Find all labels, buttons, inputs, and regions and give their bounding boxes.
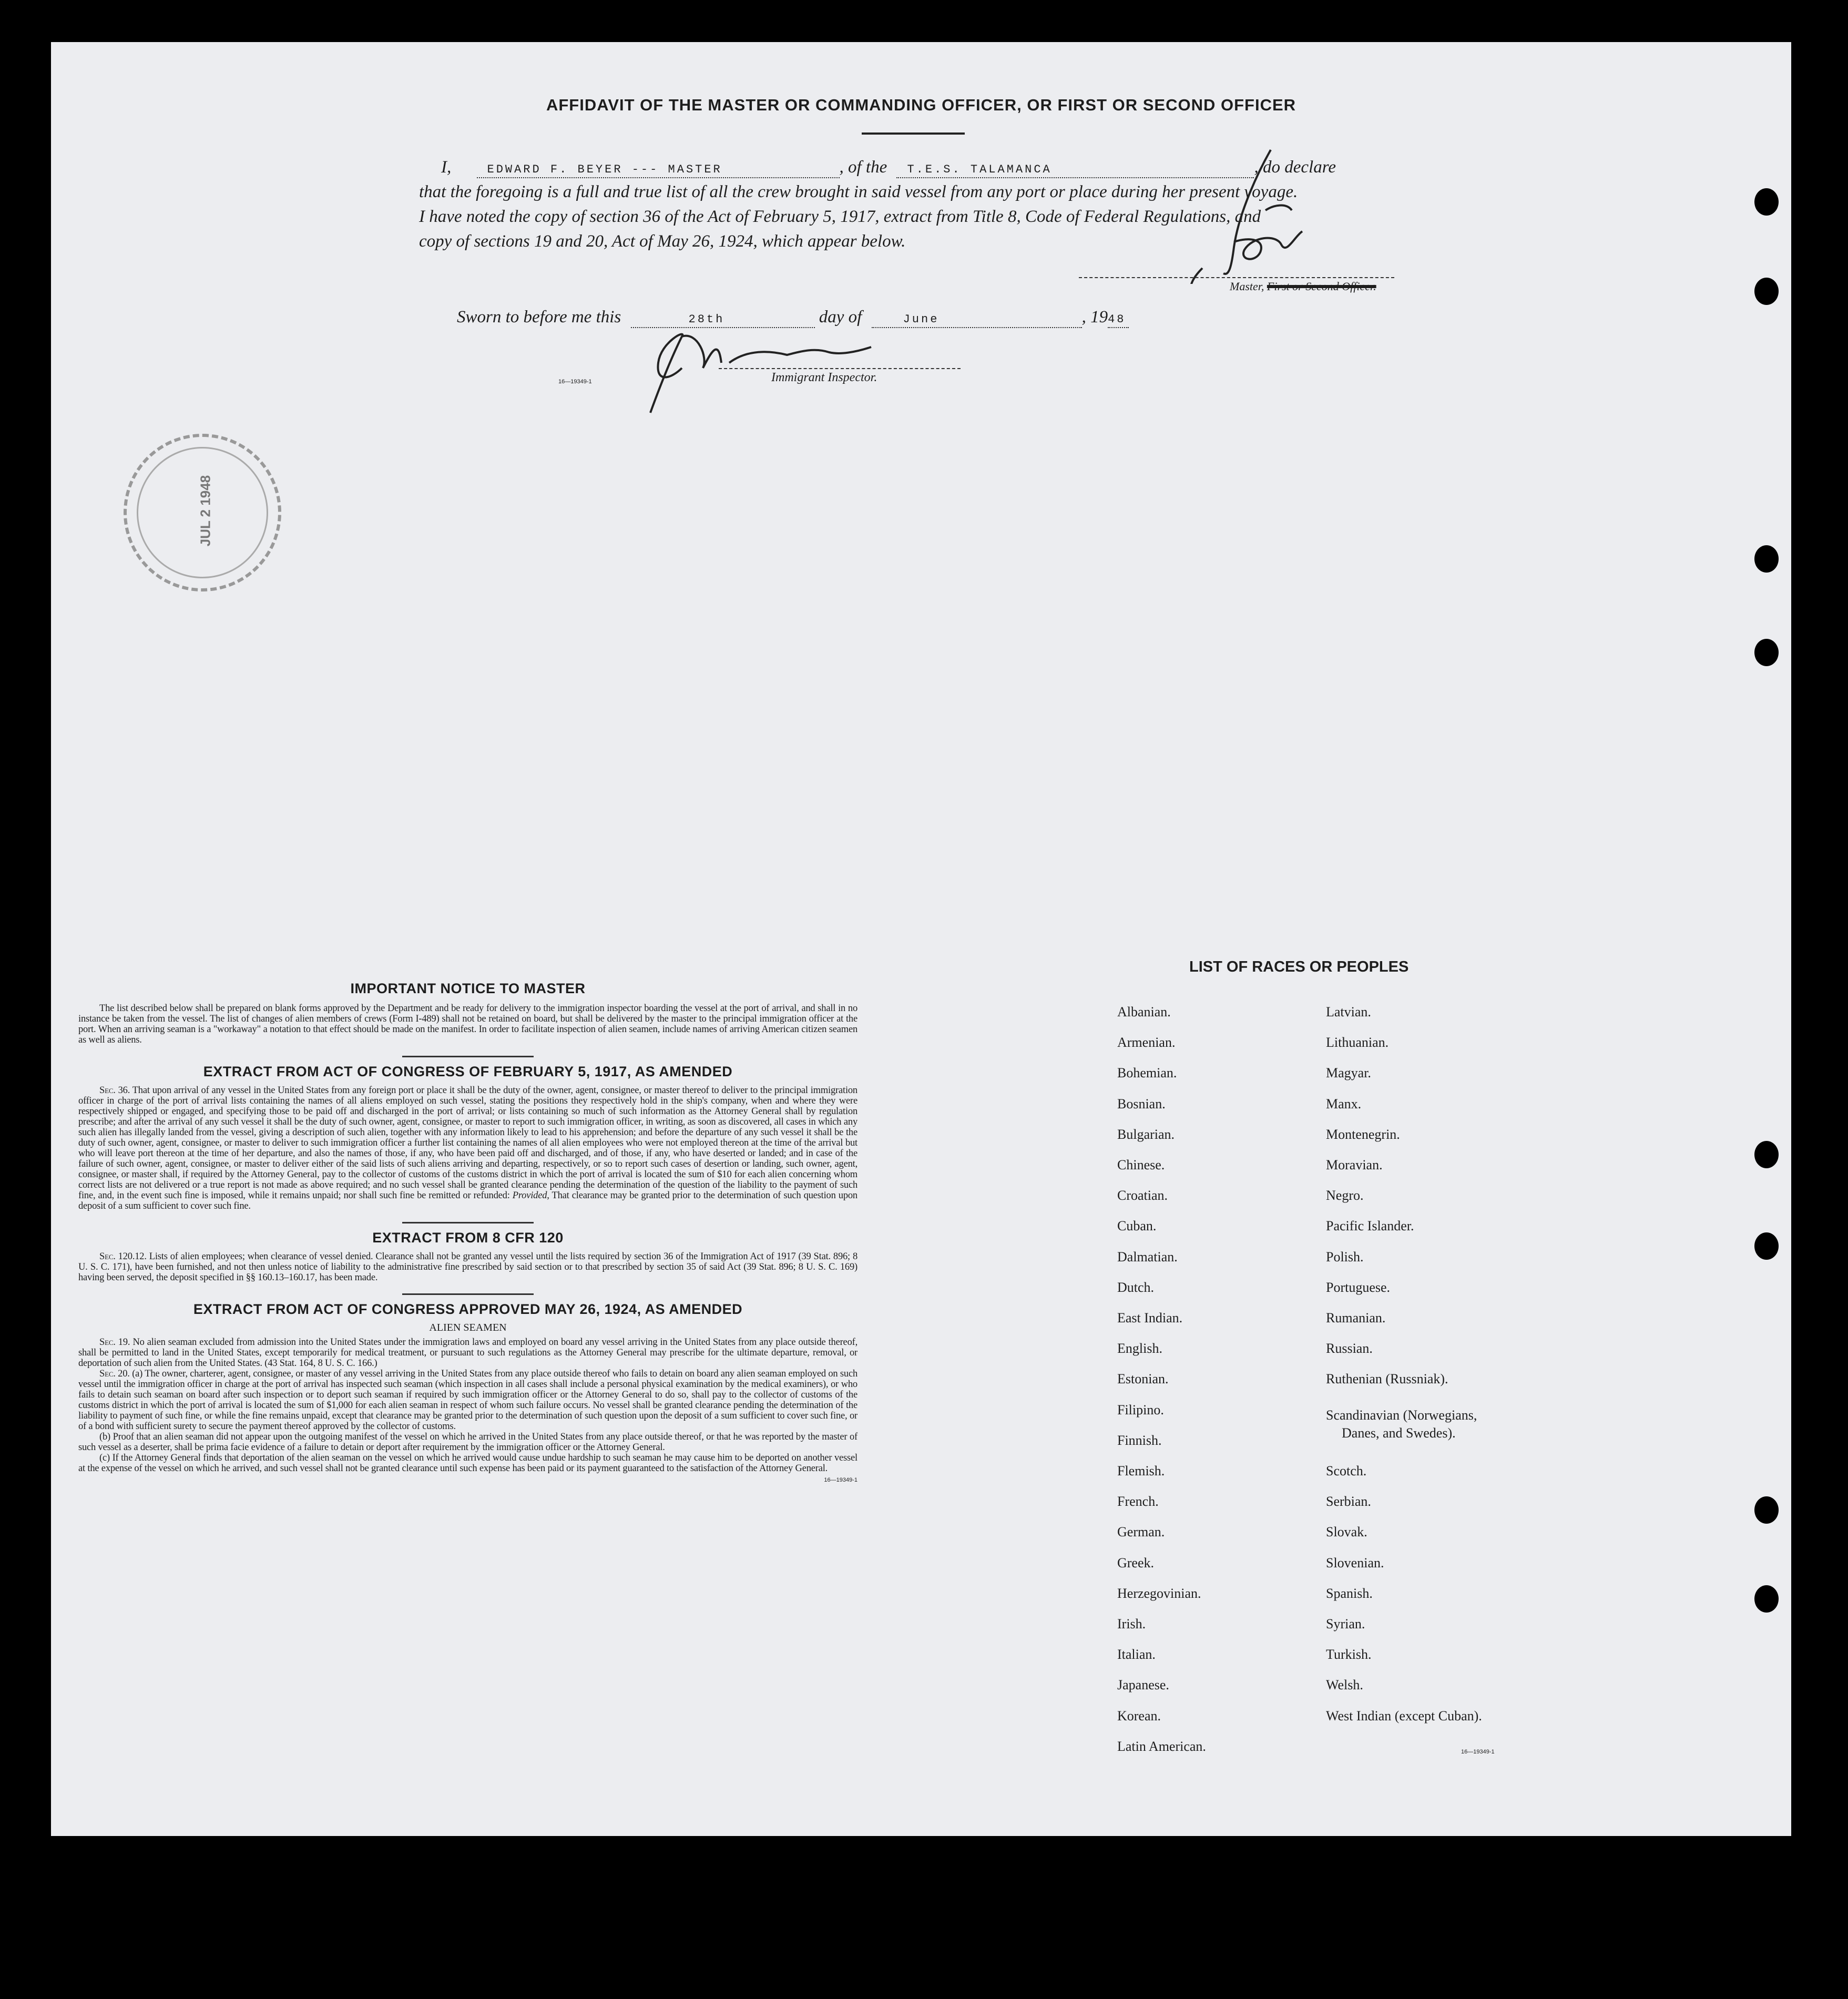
notices-form-code: 16—19349-1 — [824, 1477, 857, 1483]
sec-120-text: Lists of alien employees; when clearance of vessel denied. Clearance shall not be granted any vessel until the lists required by section 36 of the Immigration Act of 1917 (39 Stat. 896; 8 U. S. C. 171), have been furnished, and not then unless notice of liability to the administrative fine prescribed by said section or to that prescribed by section 35 of said Act (39 Stat. 896; 8 U. S. C. 169) having been served, the deposit specified in §§ 160.13–160.17, has been made. — [78, 1251, 857, 1283]
affidavit-title: AFFIDAVIT OF THE MASTER OR COMMANDING OFFICER, OR FIRST OR SECOND OFFICER — [546, 96, 1296, 114]
affidavit-line-2: that the foregoing is a full and true list of all the crew brought in said vessel from any port or place during her present voyage. — [419, 182, 1298, 201]
sec-36-label: Sec. 36. — [99, 1085, 130, 1096]
race-item: Lithuanian. — [1326, 1035, 1389, 1051]
sec-19-label: Sec. 19. — [99, 1337, 130, 1348]
provided-word: Provided, — [512, 1190, 549, 1201]
race-item: Dalmatian. — [1117, 1249, 1178, 1264]
received-date-stamp — [124, 434, 281, 591]
race-item: Chinese. — [1117, 1157, 1165, 1172]
race-item: West Indian (except Cuban). — [1326, 1708, 1482, 1723]
races-title: LIST OF RACES OR PEOPLES — [1189, 958, 1409, 975]
title-rule — [862, 132, 965, 135]
sec-20c-body: (c) If the Attorney General finds that deportation of the alien seaman on the vessel on which he arrived would cause undue hardship to such seaman he may cause him to be deported on another vessel at the expense of the vessel on which he arrived, and such vessel shall not be granted clearance until such expense has been paid or its payment guaranteed to the satisfaction of the Attorney General. — [78, 1453, 857, 1474]
punch-hole — [1754, 545, 1779, 573]
sec-120-label: Sec. 120.12. — [99, 1251, 147, 1262]
master-name: EDWARD F. BEYER --- MASTER — [487, 163, 722, 176]
race-item: English. — [1117, 1341, 1162, 1357]
extract-1917-body — [78, 1085, 857, 1211]
sec-20a-text: (a) The owner, charterer, agent, consignee, or master of any vessel arriving in the United States from any place outside thereof who fails to detain on board any alien seaman employed on such vessel until the immigration officer in charge at the port of arrival has inspected such seaman (which inspection in all cases shall include a personal physical examination by the medical examiners), or who fails to detain such seaman on board after such inspection or to deport such seaman if required by such immigration officer or the Attorney General to do so, shall pay to the collector of customs of the customs district in which the port of arrival is located the sum of $1,000 for each alien seaman in respect of whom such failure occurs. No vessel shall be granted clearance pending the determination of the liability to payment of such fine, or while the fine remains unpaid, except that clearance may be granted prior to the determination of such question upon the deposit of a sum sufficient to cover such fine, or of a bond with sufficient surety to secure the payment thereof approved by the collector of customs. — [78, 1369, 858, 1432]
inspector-caption: Immigrant Inspector. — [771, 371, 877, 384]
punch-hole — [1754, 639, 1779, 666]
race-item: Latvian. — [1326, 1004, 1371, 1019]
master-signature — [1181, 147, 1318, 284]
notices-column — [78, 981, 857, 1483]
master-name-field — [477, 158, 840, 178]
race-item: East Indian. — [1117, 1310, 1183, 1325]
race-item: Scandinavian (Norwegians, — [1326, 1407, 1477, 1423]
race-item: Polish. — [1326, 1249, 1364, 1264]
year-field — [1108, 308, 1129, 328]
race-item: Bulgarian. — [1117, 1126, 1175, 1142]
of-the-label: , of the — [839, 158, 887, 177]
section-rule — [402, 1222, 534, 1223]
sec-20a-body — [78, 1369, 857, 1432]
race-item: Bohemian. — [1117, 1065, 1177, 1081]
race-item: Croatian. — [1117, 1188, 1168, 1204]
sworn-label: Sworn to before me this — [457, 308, 621, 327]
do-declare-label: , do declare — [1254, 158, 1336, 177]
section-rule — [402, 1056, 534, 1057]
i-label: I, — [441, 158, 452, 177]
extract-1924-title: EXTRACT FROM ACT OF CONGRESS APPROVED MAY 26, 1924, AS AMENDED — [193, 1301, 743, 1317]
race-item: Italian. — [1117, 1647, 1156, 1663]
race-item: Slovenian. — [1326, 1555, 1384, 1570]
race-item: Irish. — [1117, 1616, 1146, 1631]
race-item: Herzegovinian. — [1117, 1585, 1201, 1601]
affidavit-line-3: I have noted the copy of section 36 of the Act of February 5, 1917, extract from Title 8, Code of Federal Regulations, and — [419, 207, 1261, 226]
punch-hole — [1754, 278, 1779, 305]
race-item: Portuguese. — [1326, 1279, 1391, 1295]
inspector-signature-line — [719, 368, 961, 369]
race-item: Syrian. — [1326, 1616, 1365, 1631]
race-item: Filipino. — [1117, 1402, 1164, 1417]
race-item: Flemish. — [1117, 1463, 1165, 1478]
sworn-year: 48 — [1108, 313, 1126, 326]
extract-1917-title: EXTRACT FROM ACT OF CONGRESS OF FEBRUARY 5, 1917, AS AMENDED — [203, 1064, 733, 1079]
stamp-date: JUL 2 1948 — [197, 475, 213, 547]
section-rule — [402, 1293, 534, 1295]
race-item: Dutch. — [1117, 1279, 1155, 1295]
master-caption-struck: First or Second Officer. — [1267, 280, 1376, 293]
race-item: Danes, and Swedes). — [1342, 1425, 1456, 1441]
master-signature-line — [1079, 277, 1394, 278]
race-item: Spanish. — [1326, 1585, 1373, 1601]
race-item: Russian. — [1326, 1341, 1373, 1357]
master-caption — [1230, 280, 1376, 293]
race-item: Rumanian. — [1326, 1310, 1386, 1325]
document-page — [51, 42, 1791, 1836]
sec-20b-body: (b) Proof that an alien seaman did not appear upon the outgoing manifest of the vessel on which he arrived in the United States from any place outside thereof, or that he was reported by the master of such vessel as a deserter, shall be prima facie evidence of a failure to detain or deport after requirement by the immigration officer or the Attorney General. — [78, 1432, 857, 1453]
race-item: Armenian. — [1117, 1035, 1176, 1051]
race-item: Magyar. — [1326, 1065, 1371, 1081]
race-item: Montenegrin. — [1326, 1126, 1400, 1142]
race-item: Latin American. — [1117, 1738, 1206, 1754]
sec-20-label: Sec. 20. — [99, 1369, 130, 1379]
race-item: Ruthenian (Russniak). — [1326, 1371, 1448, 1387]
day-of-label: day of — [819, 308, 862, 327]
vessel-name: T.E.S. TALAMANCA — [907, 163, 1052, 176]
punch-hole — [1754, 1585, 1779, 1613]
race-item: Cuban. — [1117, 1218, 1157, 1234]
race-item: Welsh. — [1326, 1677, 1363, 1693]
notice-title: IMPORTANT NOTICE TO MASTER — [350, 981, 586, 996]
race-item: Greek. — [1117, 1555, 1155, 1570]
punch-hole — [1754, 1232, 1779, 1260]
races-form-code: 16—19349-1 — [1461, 1749, 1495, 1755]
race-item: Serbian. — [1326, 1494, 1371, 1510]
sworn-day: 28th — [688, 313, 725, 326]
sworn-month-field — [872, 308, 1082, 328]
affidavit-line-4: copy of sections 19 and 20, Act of May 26, 1924, which appear below. — [419, 232, 906, 251]
race-item: French. — [1117, 1494, 1159, 1510]
punch-hole — [1754, 188, 1779, 216]
alien-seamen-subtitle: ALIEN SEAMEN — [429, 1322, 507, 1333]
race-item: Albanian. — [1117, 1004, 1171, 1019]
sec-36-end: That clearance may be granted prior to the determination of such question upon deposit of a sum sufficient to cover such fine. — [78, 1190, 857, 1211]
sworn-month: June — [903, 313, 940, 326]
extract-cfr-body — [78, 1251, 857, 1283]
race-item: German. — [1117, 1524, 1165, 1540]
sec-19-text: No alien seaman excluded from admission into the United States under the immigration laws and employed on board any vessel arriving in the United States from any place outside thereof, shall be permitted to land in the United States, except temporarily for medical treatment, or pursuant to such regulations as the Attorney General may prescribe for the ultimate departure, removal, or deportation of such alien from the United States. (43 Stat. 164, 8 U. S. C. 166.) — [78, 1337, 857, 1369]
race-item: Slovak. — [1326, 1524, 1367, 1540]
race-item: Scotch. — [1326, 1463, 1367, 1478]
master-caption-prefix: Master, — [1230, 280, 1264, 293]
race-item: Manx. — [1326, 1096, 1362, 1111]
race-item: Bosnian. — [1117, 1096, 1166, 1111]
race-item: Pacific Islander. — [1326, 1218, 1414, 1234]
race-item: Japanese. — [1117, 1677, 1169, 1693]
punch-hole — [1754, 1496, 1779, 1524]
affidavit-form-code: 16—19349-1 — [558, 379, 592, 385]
extract-cfr-title: EXTRACT FROM 8 CFR 120 — [372, 1230, 564, 1246]
race-item: Finnish. — [1117, 1432, 1162, 1448]
punch-hole — [1754, 1141, 1779, 1168]
race-item: Korean. — [1117, 1708, 1161, 1723]
race-item: Negro. — [1326, 1188, 1364, 1204]
sec-36-text: That upon arrival of any vessel in the United States from any foreign port or place it shall be the duty of the owner, agent, consignee, or master thereof to deliver to the principal immigration officer in charge of the port of arrival lists containing the names of all aliens employed on such vessel, stating the positions they respectively hold in the ship's company, when and where they were respectively shipped or engaged, and specifying those to be paid off and discharged in the port of arrival; or lists containing so much of such information as the Attorney General shall by regulation prescribe; and after the arrival of any such vessel it shall be the duty of such owner, agent, consignee, or master to report to such immigration officer, in writing, as soon as discovered, all cases in which any such alien has illegally landed from the vessel, giving a description of such alien, together with any information likely to lead to his apprehension; and before the departure of any such vessel it shall be the duty of such owner, agent, consignee, or master to deliver to such immigration officer a further list containing the names of all alien employees who were not employed thereon at the time of the arrival but who will leave port thereon at the time of her departure, and also the names of those, if any, who have been paid off and discharged, and of those, if any, who have deserted or landed; and in case of the failure of such owner, agent, consignee, or master to deliver either of the said lists of such aliens arriving and departing, respectively, or so to report such cases of desertion or landing, such owner, agent, consignee, or master shall, if required by the Attorney General, pay to the collector of customs of the customs district in which the port of arrival is located the sum of $10 for each alien concerning whom correct lists are not delivered or a true report is not made as above required; and no such vessel shall be granted clearance pending the determination of the question of the liability to the payment of such fine, and, in the event such fine is imposed, while it remains unpaid; nor shall such fine be remitted or refunded: — [78, 1085, 857, 1201]
sec-19-body — [78, 1337, 857, 1369]
race-item: Estonian. — [1117, 1371, 1169, 1387]
race-item: Turkish. — [1326, 1647, 1372, 1663]
year-prefix: , 19 — [1081, 308, 1108, 327]
race-item: Moravian. — [1326, 1157, 1383, 1172]
notice-body: The list described below shall be prepared on blank forms approved by the Department and be ready for delivery to the immigration inspector boarding the vessel at the port of arrival, and shall in no instance be taken from the vessel. The list of changes of alien members of crews (Form I-489) shall not be retained on board, but shall be delivered by the master to the principal immigration officer at the port. When an arriving seaman is a "workaway" a notation to that effect should be made on the manifest. In order to facilitate inspection of alien seamen, include names of arriving American citizen seamen as well as aliens. — [78, 1003, 857, 1045]
